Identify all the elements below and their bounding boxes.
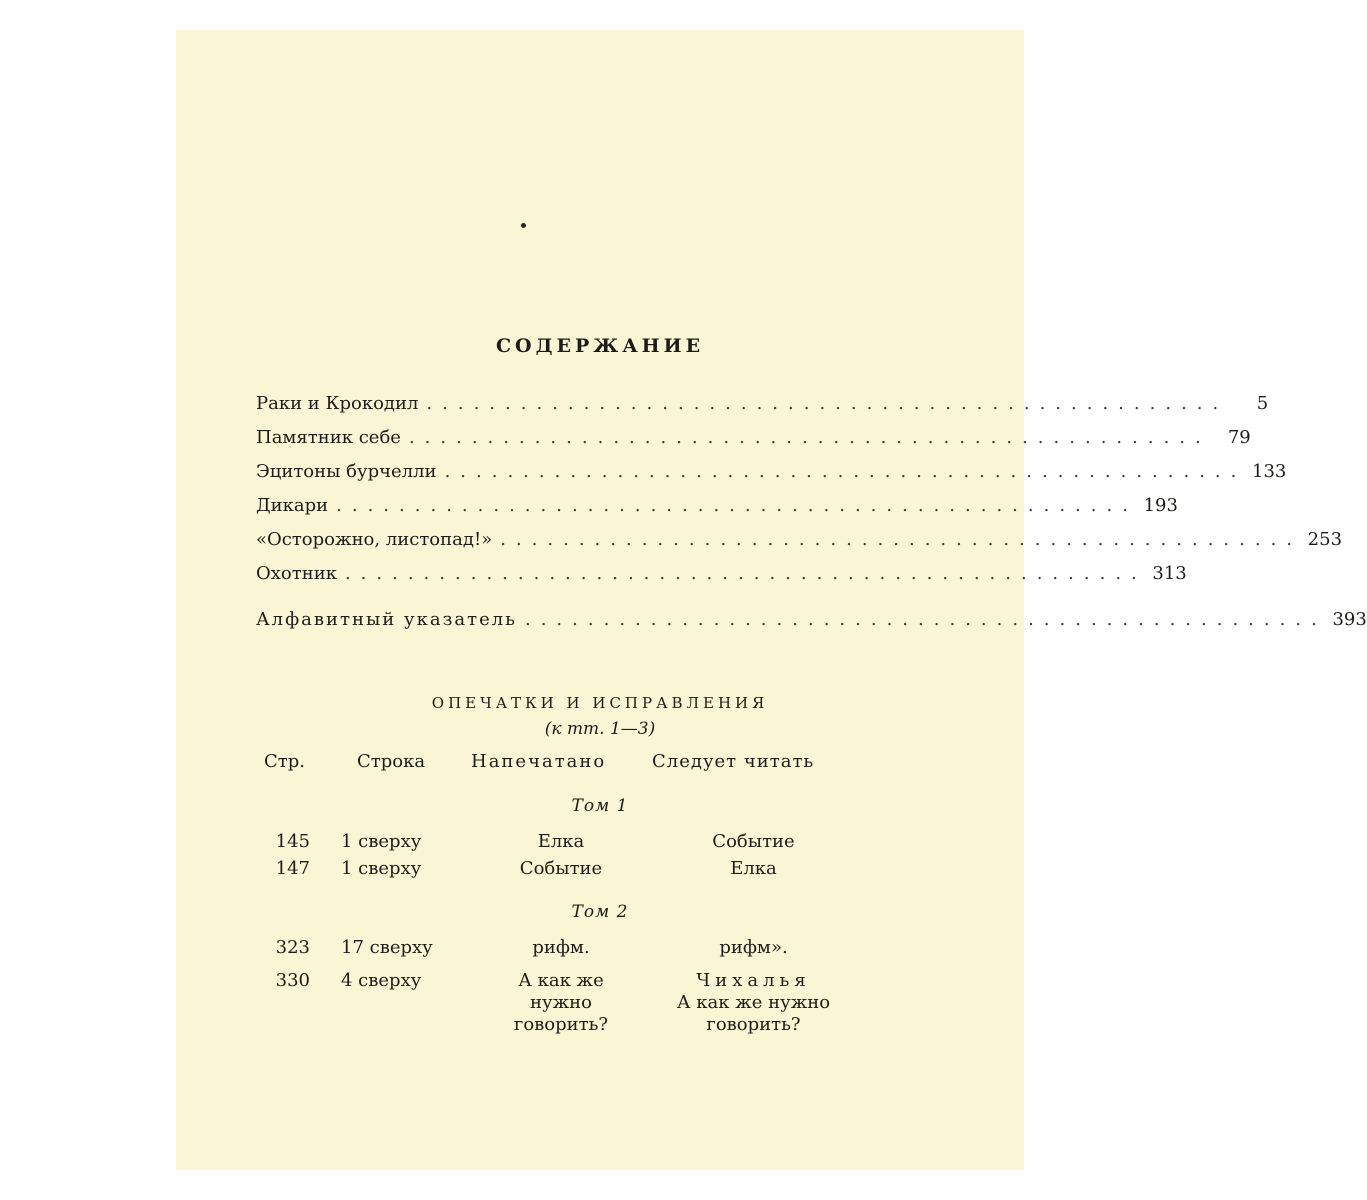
errata-page: 147	[275, 858, 310, 879]
toc-entry-title: Памятник себе	[256, 427, 401, 448]
dot-leader: ...................................................	[500, 529, 1303, 550]
dot-leader: ...................................................	[408, 427, 1211, 448]
errata-correct: Событие	[712, 831, 795, 852]
errata-correct: Елка	[730, 858, 777, 879]
toc-entry-page: 5	[1256, 393, 1269, 414]
table-of-contents	[256, 393, 1367, 643]
toc-entry-title: Эцитоны бурчелли	[256, 461, 437, 482]
errata-page: 330	[275, 970, 310, 991]
errata-line: 17 сверху	[341, 937, 433, 958]
column-header-correct: Следует читать	[652, 751, 815, 772]
toc-entry-title: Дикари	[256, 495, 329, 516]
toc-entry-page: 79	[1227, 427, 1251, 448]
errata-correct-line: Чихалья	[696, 970, 811, 991]
contents-title: СОДЕРЖАНИЕ	[495, 335, 705, 357]
toc-entry-page: 393	[1332, 609, 1367, 630]
ink-speck	[521, 223, 526, 228]
errata-correct-line: А как же нужно говорить?	[676, 992, 831, 1035]
toc-entry	[256, 529, 1343, 563]
toc-entry	[256, 393, 1269, 427]
toc-entry-title: Охотник	[256, 563, 337, 584]
toc-entry-page: 133	[1252, 461, 1287, 482]
toc-entry	[256, 427, 1251, 461]
column-header-printed: Напечатано	[471, 751, 607, 772]
toc-entry-title: Раки и Крокодил	[256, 393, 419, 414]
toc-entry-page: 313	[1152, 563, 1187, 584]
errata-title: ОПЕЧАТКИ И ИСПРАВЛЕНИЯ	[431, 694, 769, 712]
dot-leader: ...................................................	[524, 609, 1327, 630]
errata-line: 1 сверху	[341, 831, 422, 852]
dot-leader: ...................................................	[444, 461, 1247, 482]
toc-entry-page: 253	[1307, 529, 1343, 550]
errata-printed: Событие	[519, 858, 603, 879]
toc-entry-title: «Осторожно, листопад!»	[256, 529, 493, 550]
dot-leader: ...................................................	[426, 393, 1229, 414]
dot-leader: ...................................................	[336, 495, 1138, 516]
errata-printed: Елка	[537, 831, 585, 852]
toc-entry-page: 193	[1143, 495, 1178, 516]
toc-entry-index	[256, 609, 1367, 643]
errata-printed: рифм.	[532, 937, 590, 958]
errata-page: 323	[275, 937, 310, 958]
dot-leader: ...................................................	[344, 563, 1147, 584]
volume-label: Том 1	[571, 796, 629, 816]
errata-page: 145	[275, 831, 310, 852]
errata-correct	[646, 970, 861, 1036]
toc-entry	[256, 495, 1178, 529]
column-header-line: Строка	[357, 751, 426, 772]
column-header-page: Стр.	[264, 751, 305, 772]
book-page	[176, 30, 1367, 1170]
errata-printed: А как же нужно говорить?	[513, 970, 609, 1035]
toc-entry	[256, 563, 1187, 597]
errata-line: 1 сверху	[341, 858, 422, 879]
toc-entry-title: Алфавитный указатель	[256, 609, 517, 630]
errata-correct: рифм».	[719, 937, 788, 958]
errata-line: 4 сверху	[341, 970, 422, 991]
errata-subtitle: (к тт. 1—3)	[544, 719, 656, 739]
toc-entry	[256, 461, 1287, 495]
volume-label: Том 2	[571, 902, 629, 922]
